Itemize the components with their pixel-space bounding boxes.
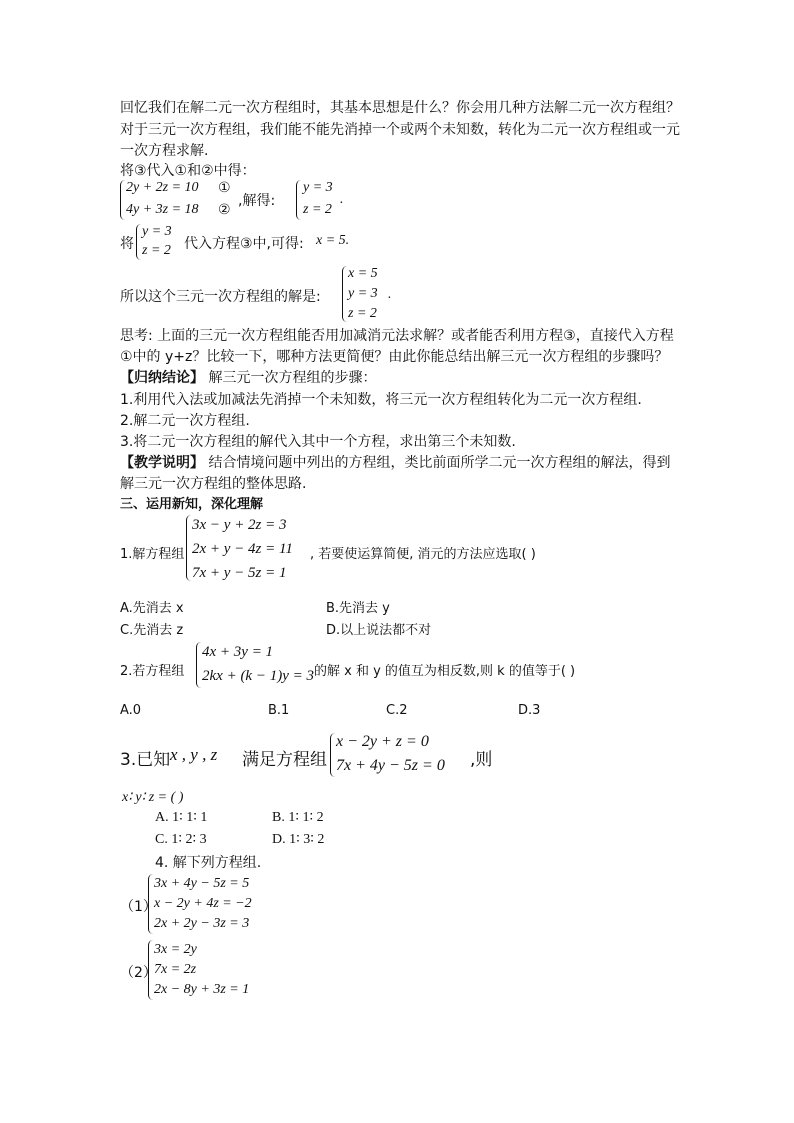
solution-end: . [388,287,392,302]
q1-r2: 2x + y − 4z = 11 [192,541,293,557]
q3-r2: 7x + 4y − 5z = 0 [336,757,445,774]
conclusion-title: 【归纳结论】 [120,370,204,386]
question-2 [120,642,640,692]
conclusion-title-rest: 解三元一次方程组的步骤： [204,370,377,386]
sub-r2: z = 2 [142,243,171,258]
q1-option-b: B.先消去 y [326,601,390,616]
teaching-text-1: 结合情境问题中列出的方程组，类比前面所学二元一次方程组的解法，得到 [204,455,671,471]
q3-option-a: A. 1∶ 1∶ 1 [155,810,208,825]
q1-option-d: D.以上说法都不对 [326,623,432,638]
q2-r2: 2kx + (k − 1)y = 3 [202,668,314,684]
sys1-row-2: 4y + 3z = 18 [126,202,199,217]
q4-label-2: （2） [120,965,157,981]
q1-option-c: C.先消去 z [120,623,184,638]
sub-r1: y = 3 [142,224,172,239]
solution-r1: x = 5 [348,266,378,281]
q3-prefix: 3.已知 [120,750,171,770]
sys1-sol-2: z = 2 [303,202,332,217]
solution-system [120,266,420,324]
q3-option-c: C. 1∶ 2∶ 3 [155,832,207,847]
sys1-mark-2: ② [218,202,231,218]
brace [196,642,201,688]
sys1-row-1: 2y + 2z = 10 [126,180,199,195]
conclusion-step-3: 3.将二元一次方程组的解代入其中一个方程，求出第三个未知数. [120,434,516,450]
q1-r3: 7x + y − 5z = 1 [192,565,287,581]
q3-r1: x − 2y + z = 0 [336,733,429,750]
intro-line-4: 将③代入①和②中得： [120,163,256,179]
q3-option-b: B. 1∶ 1∶ 2 [272,810,324,825]
q1-prefix: 1.解方程组 [120,547,185,562]
q1-suffix: , 若要使运算简便, 消元的方法应选取( ) [310,547,536,562]
teaching-title: 【教学说明】 [120,455,204,471]
question-3 [120,733,540,781]
q3-mid: 满足方程组 [242,750,327,770]
solution-prefix: 所以这个三元一次方程组的解是: [120,289,321,305]
q3-vars: x , y , z [170,745,218,764]
q3-ratio: x∶ y∶ z = ( ) [122,790,184,805]
q4-title: 4. 解下列方程组. [155,855,262,871]
brace [342,266,347,322]
q2-option-a: A.0 [120,703,142,718]
q3-option-d: D. 1∶ 3∶ 2 [272,832,325,847]
brace [120,180,125,220]
brace [186,515,191,581]
sys1-end: . [340,192,344,207]
brace [136,224,141,260]
q2-option-b: B.1 [268,703,290,718]
think-line-2: ①中的 y+z？比较一下，哪种方法更简便？由此你能总结出解三元一次方程组的步骤吗？ [120,349,669,365]
substitution-line [120,224,440,262]
q2-prefix: 2.若方程组 [120,664,185,679]
sub-suffix: 代入方程③中,可得: [184,236,304,252]
sys1-sol-1: y = 3 [303,180,333,195]
intro-line-3: 一次方程求解. [120,143,209,159]
conclusion-step-1: 1.利用代入法或加减法先消掉一个未知数，将三元一次方程组转化为二元一次方程组. [120,392,642,408]
teaching-line-2: 解三元一次方程组的整体思路. [120,476,307,492]
q4-s2-r1: 3x = 2y [154,942,197,957]
q4-s2-r3: 2x − 8y + 3z = 1 [154,982,250,997]
think-line-1: 思考: 上面的三元一次方程组能否用加减消元法求解？或者能否利用方程③，直接代入方程 [120,328,674,344]
sub-result: x = 5. [316,233,350,248]
intro-line-2: 对于三元一次方程组，我们能不能先消掉一个或两个未知数，转化为二元一次方程组或一元 [120,122,680,138]
sys1-mark-1: ① [218,180,231,196]
q4-s1-r3: 2x + 2y − 3z = 3 [154,916,250,931]
sub-prefix: 将 [120,236,134,252]
q2-suffix: 的解 x 和 y 的值互为相反数,则 k 的值等于( ) [314,664,576,679]
equation-system-1 [120,180,400,222]
intro-line-1: 回忆我们在解二元一次方程组时，其基本思想是什么？你会用几种方法解二元一次方程组？ [120,100,680,116]
question-1 [120,515,600,585]
solution-r3: z = 2 [348,306,377,321]
q4-s1-r2: x − 2y + 4z = −2 [154,896,252,911]
q1-option-a: A.先消去 x [120,601,184,616]
q2-option-c: C.2 [386,703,408,718]
sys1-solve-text: ,解得: [238,193,276,209]
section-3-heading: 三、运用新知，深化理解 [120,497,264,512]
brace [148,940,153,1000]
q1-r1: 3x − y + 2z = 3 [192,517,287,533]
q2-r1: 4x + 3y = 1 [202,644,274,660]
brace [296,180,301,220]
conclusion-step-2: 2.解二元一次方程组. [120,413,250,429]
q2-option-d: D.3 [518,703,541,718]
brace [330,733,335,777]
q3-suffix: ,则 [470,750,493,770]
q4-s2-r2: 7x = 2z [154,962,197,977]
brace [148,874,153,934]
teaching-line-1 [120,453,670,473]
conclusion-heading [120,368,376,388]
solution-r2: y = 3 [348,286,378,301]
q4-system-2 [120,940,320,1002]
q4-label-1: （1） [120,899,157,915]
q4-system-1 [120,874,320,936]
q4-s1-r1: 3x + 4y − 5z = 5 [154,876,250,891]
